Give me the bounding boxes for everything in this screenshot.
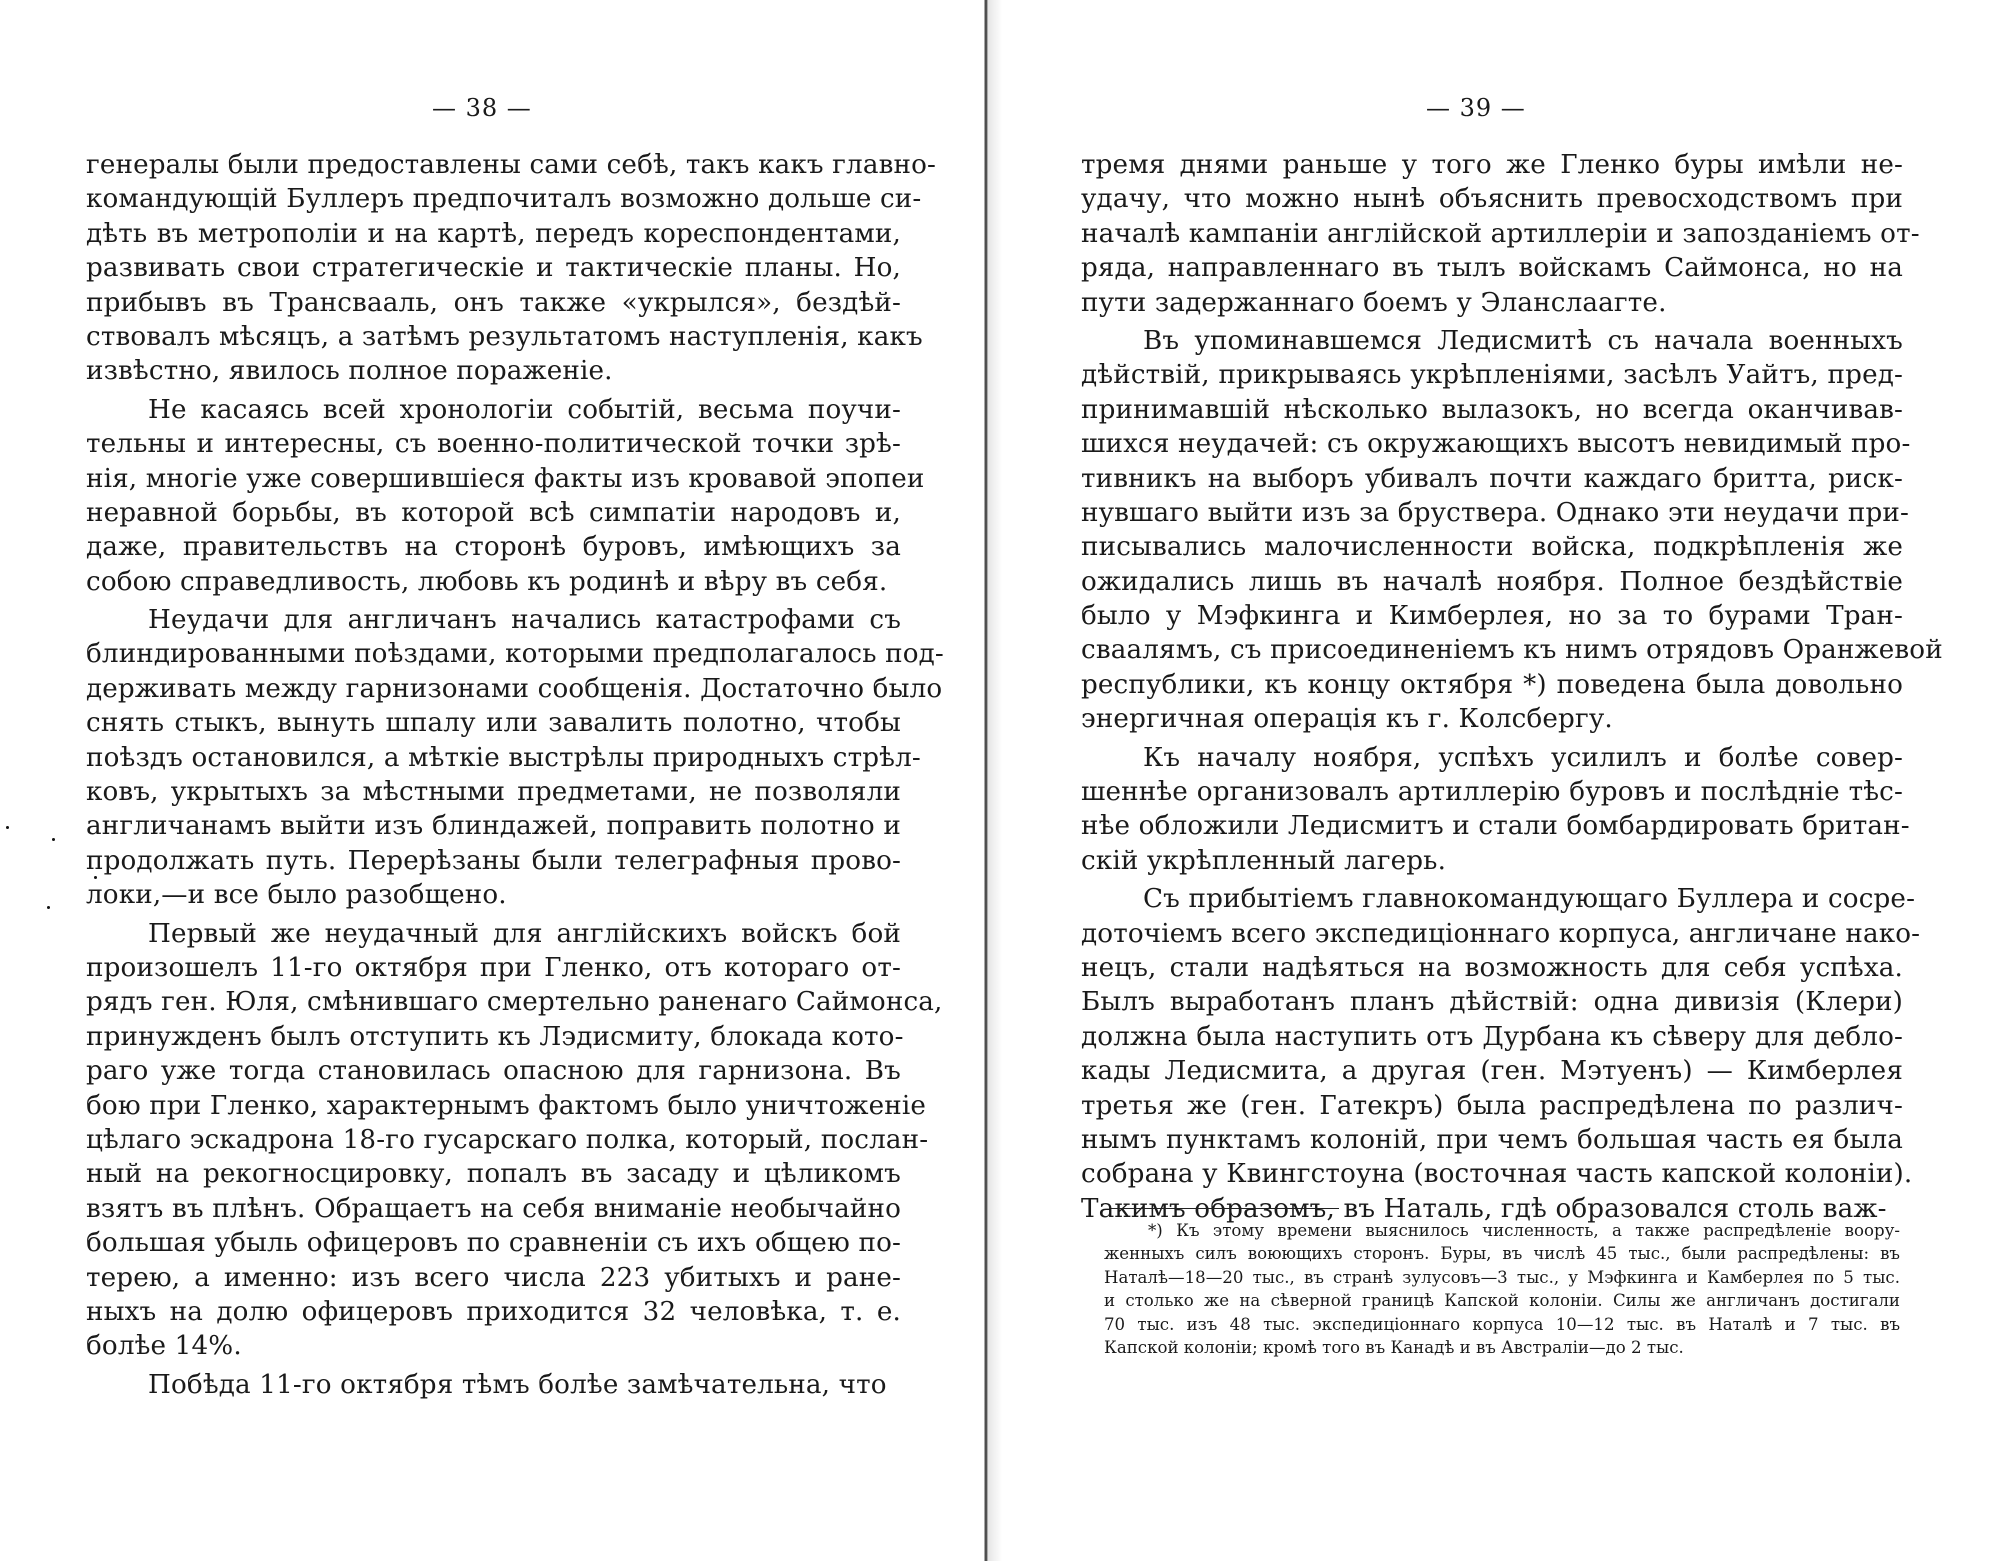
text-line: республики, къ концу октября *) поведена была довольно bbox=[1081, 669, 1903, 700]
text-line: цѣлаго эскадрона 18-го гусарскаго полка, который, послан- bbox=[86, 1124, 929, 1155]
text-line: произошелъ 11-го октября при Гленко, отъ котораго от- bbox=[86, 952, 901, 983]
text-line: Къ началу ноября, успѣхъ усилилъ и болѣе совер- bbox=[1143, 742, 1903, 773]
text-line: пути задержаннаго боемъ у Эланслаагте. bbox=[1081, 287, 1667, 318]
text-line: раго уже тогда становилась опасною для гарнизона. Въ bbox=[86, 1056, 901, 1087]
text-line: локи,—и все было разобщено. bbox=[86, 880, 507, 911]
text-line: ряда, направленнаго въ тылъ войскамъ Саймонса, но на bbox=[1081, 253, 1903, 284]
text-line: ный на рекогносцировку, попалъ въ засаду и цѣликомъ bbox=[86, 1159, 901, 1190]
paragraph bbox=[86, 917, 943, 1364]
text-line: блиндированными поѣздами, которыми предполагалось под- bbox=[86, 639, 944, 670]
paragraph bbox=[86, 148, 937, 389]
text-line: снять стыкъ, вынуть шпалу или завалить полотно, чтобы bbox=[86, 708, 901, 739]
text-line: поѣздъ остановился, а мѣткіе выстрѣлы природныхъ стрѣл- bbox=[86, 742, 921, 773]
text-line: удачу, что можно нынѣ объяснить превосходствомъ при bbox=[1081, 184, 1903, 215]
paragraph bbox=[86, 393, 925, 599]
text-line: Такимъ образомъ, въ Наталь, гдѣ образовался столь важ- bbox=[1081, 1193, 1887, 1224]
text-line: терею, а именно: изъ всего числа 223 убитыхъ и ране- bbox=[86, 1262, 901, 1293]
text-line: нѣе обложили Ледисмитъ и стали бомбардировать британ- bbox=[1081, 811, 1910, 842]
footnote-rule bbox=[1111, 1208, 1339, 1209]
text-line: генералы были предоставлены сами себѣ, такъ какъ главно- bbox=[86, 150, 937, 180]
text-line: извѣстно, явилось полное пораженіе. bbox=[86, 356, 613, 387]
text-line: большая убыль офицеровъ по сравненіи съ ихъ общею по- bbox=[86, 1228, 901, 1259]
text-line: нувшаго выйти изъ за бруствера. Однако эти неудачи при- bbox=[1081, 497, 1909, 528]
text-line: доточіемъ всего экспедиціоннаго корпуса, англичане нако- bbox=[1081, 918, 1921, 949]
text-line: прибывъ въ Трансвааль, онъ также «укрылся», бездѣй- bbox=[86, 287, 901, 318]
right-text-block bbox=[1081, 148, 1943, 1226]
text-line: Съ прибытіемъ главнокомандующаго Буллера и сосре- bbox=[1143, 884, 1916, 915]
scan-speck bbox=[52, 838, 55, 841]
text-line: тельны и интересны, съ военно-политической точки зрѣ- bbox=[86, 429, 901, 460]
text-line: скій укрѣпленный лагерь. bbox=[1081, 845, 1447, 876]
text-line: бою при Гленко, характернымъ фактомъ было уничтоженіе bbox=[86, 1090, 927, 1121]
right-page bbox=[991, 0, 1991, 1561]
text-line: дѣйствій, прикрываясь укрѣпленіями, засѣлъ Уайтъ, пред- bbox=[1081, 360, 1903, 391]
left-text-block bbox=[86, 148, 944, 1402]
paragraph bbox=[1081, 882, 1921, 1226]
footnote-line: и столько же на сѣверной границѣ Капской колоніи. Силы же англичанъ достигали bbox=[1104, 1291, 1900, 1311]
text-line: неравной борьбы, въ которой всѣ симпатіи народовъ и, bbox=[86, 497, 901, 528]
text-line: нецъ, стали надѣяться на возможность для себя успѣха. bbox=[1081, 952, 1903, 983]
text-line: нымъ пунктамъ колоній, при чемъ большая часть ея была bbox=[1081, 1124, 1903, 1155]
text-line: даже, правительствъ на сторонѣ буровъ, имѣющихъ за bbox=[86, 532, 901, 563]
scan-speck bbox=[94, 876, 97, 879]
text-line: было у Мэфкинга и Кимберлея, но за то бурами Тран- bbox=[1081, 601, 1903, 632]
text-line: тремя днями раньше у того же Гленко буры имѣли не- bbox=[1081, 150, 1903, 180]
paragraph bbox=[1081, 148, 1920, 320]
page-number-right: — 39 — bbox=[1426, 94, 1526, 122]
text-line: кады Ледисмита, а другая (ген. Мэтуенъ) — Кимберлея bbox=[1081, 1056, 1903, 1087]
text-line: Не касаясь всей хронологіи событій, весьма поучи- bbox=[148, 394, 901, 425]
text-line: развивать свои стратегическіе и тактическіе планы. Но, bbox=[86, 253, 901, 284]
text-line: ожидались лишь въ началѣ ноября. Полное бездѣйствіе bbox=[1081, 566, 1903, 597]
text-line: ствовалъ мѣсяцъ, а затѣмъ результатомъ наступленія, какъ bbox=[86, 321, 923, 352]
footnote-line: Капской колоніи; кромѣ того въ Канадѣ и въ Австраліи—до 2 тыс. bbox=[1104, 1337, 1684, 1357]
scan-speck bbox=[6, 826, 9, 829]
text-line: Побѣда 11-го октября тѣмъ болѣе замѣчательна, что bbox=[148, 1369, 887, 1400]
text-line: Первый же неудачный для англійскихъ войскъ бой bbox=[148, 918, 901, 949]
text-line: писывались малочисленности войска, подкрѣпленія же bbox=[1081, 532, 1903, 563]
scan-speck bbox=[47, 906, 50, 909]
text-line: шеннѣе организовалъ артиллерію буровъ и послѣдніе тѣс- bbox=[1081, 777, 1903, 808]
text-line: рядъ ген. Юля, смѣнившаго смертельно раненаго Саймонса, bbox=[86, 987, 943, 1018]
text-line: ковъ, укрытыхъ за мѣстными предметами, не позволяли bbox=[86, 777, 901, 808]
text-line: должна была наступить отъ Дурбана къ сѣверу для дебло- bbox=[1081, 1021, 1903, 1052]
text-line: держивать между гарнизонами сообщенія. Достаточно было bbox=[86, 673, 943, 704]
footnote-line: *) Къ этому времени выяснилось численность, а также распредѣленіе воору- bbox=[1148, 1221, 1900, 1240]
text-line: собрана у Квингстоуна (восточная часть капской колоніи). bbox=[1081, 1159, 1913, 1190]
footnote-line: Наталѣ—18—20 тыс., въ странѣ зулусовъ—3 тыс., у Мэфкинга и Камберлея по 5 тыс. bbox=[1104, 1267, 1900, 1287]
paragraph bbox=[86, 1368, 901, 1402]
text-line: сваалямъ, съ присоединеніемъ къ нимъ отрядовъ Оранжевой bbox=[1081, 635, 1943, 666]
text-line: Въ упоминавшемся Ледисмитѣ съ начала военныхъ bbox=[1143, 325, 1903, 356]
text-line: Неудачи для англичанъ начались катастрофами съ bbox=[148, 605, 901, 636]
text-line: принимавшій нѣсколько вылазокъ, но всегда оканчивав- bbox=[1081, 394, 1903, 425]
text-line: тивникъ на выборъ убивалъ почти каждаго бритта, риск- bbox=[1081, 463, 1903, 494]
text-line: продолжать путь. Перерѣзаны были телеграфныя прово- bbox=[86, 845, 901, 876]
text-line: шихся неудачей: съ окружающихъ высотъ невидимый про- bbox=[1081, 429, 1911, 460]
text-line: англичанамъ выйти изъ блиндажей, поправить полотно и bbox=[86, 811, 901, 842]
footnote-line: женныхъ силъ воюющихъ сторонъ. Буры, въ числѣ 45 тыс., были распредѣлены: въ bbox=[1104, 1244, 1900, 1264]
footnote bbox=[1104, 1219, 1900, 1359]
text-line: энергичная операція къ г. Колсбергу. bbox=[1081, 704, 1613, 735]
text-line: командующій Буллеръ предпочиталъ возможно дольше си- bbox=[86, 184, 922, 215]
text-line: Былъ выработанъ планъ дѣйствій: одна дивизія (Клери) bbox=[1081, 987, 1903, 1018]
text-line: дѣть въ метрополіи и на картѣ, передъ кореспондентами, bbox=[86, 218, 901, 249]
text-line: взятъ въ плѣнъ. Обращаетъ на себя вниманіе необычайно bbox=[86, 1193, 901, 1224]
paragraph bbox=[1081, 741, 1910, 879]
text-line: нія, многіе уже совершившіеся факты изъ кровавой эпопеи bbox=[86, 463, 925, 494]
paragraph bbox=[86, 603, 944, 913]
left-page bbox=[0, 0, 985, 1561]
text-line: ныхъ на долю офицеровъ приходится 32 человѣка, т. е. bbox=[86, 1296, 901, 1327]
text-line: болѣе 14%. bbox=[86, 1331, 242, 1362]
footnote-line: 70 тыс. изъ 48 тыс. экспедиціоннаго корпуса 10—12 тыс. въ Наталѣ и 7 тыс. въ bbox=[1104, 1314, 1900, 1334]
page-number-left: — 38 — bbox=[432, 94, 532, 122]
text-line: третья же (ген. Гатекръ) была распредѣлена по различ- bbox=[1081, 1090, 1903, 1121]
text-line: началѣ кампаніи англійской артиллеріи и запозданіемъ от- bbox=[1081, 218, 1920, 249]
text-line: принужденъ былъ отступить къ Лэдисмиту, блокада кото- bbox=[86, 1021, 904, 1052]
text-line: собою справедливость, любовь къ родинѣ и вѣру въ себя. bbox=[86, 566, 888, 597]
paragraph bbox=[1081, 324, 1943, 737]
